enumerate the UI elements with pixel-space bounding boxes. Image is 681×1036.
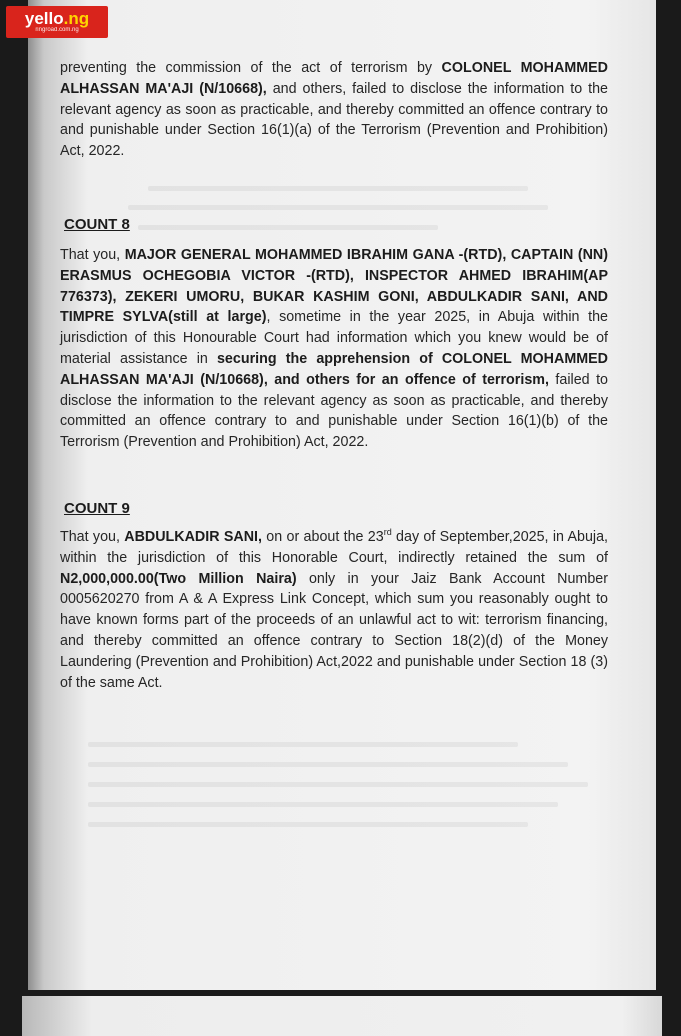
count-9-text-2: on or about the 23 [262,529,384,545]
logo-subtext: ringroad.com.ng [35,27,79,33]
count-9-text-3: day of September,2025, in Abuja, within the jurisdiction of this Honorable Court, indirectly retained the sum of [60,529,609,566]
count-8-bold-clause: securing the apprehension of COLONEL MOHAMMED ALHASSAN MA'AJI (N/10668), and others for an offence of terrorism, [60,350,608,388]
bleed-through-line [88,802,558,807]
count-9-paragraph [60,527,608,693]
count-8-heading: COUNT 8 [64,216,130,233]
next-page-edge [22,996,662,1036]
logo-tld: .ng [63,9,90,28]
bleed-through-line [88,742,518,747]
count-9-defendant: ABDULKADIR SANI, [124,529,262,545]
yello-logo [6,6,108,38]
count-8-text-1: That you, [60,247,125,263]
bleed-through-line [88,762,568,767]
count-8-defendants: MAJOR GENERAL MOHAMMED IBRAHIM GANA -(RTD), CAPTAIN (NN) ERASMUS OCHEGOBIA VICTOR -(RTD), INSPECTOR AHMED IBRAHIM(AP 776373), ZEKERI UMORU, BUKAR KASHIM GONI, ABDULKADIR SANI, AND TIMPRE SYLVA(still at large) [60,247,608,326]
intro-paragraph [60,58,608,162]
bleed-through-line [148,186,528,191]
count-9-amount: N2,000,000.00(Two Million Naira) [60,570,297,587]
bleed-through-line [88,822,528,827]
intro-bold-name: COLONEL MOHAMMED ALHASSAN MA'AJI (N/10668), [60,60,609,97]
bleed-through-line [128,205,548,210]
bleed-through-line [138,225,438,230]
count-9-text-1: That you, [60,529,125,545]
logo-wordmark [25,10,89,27]
ordinal-superscript: rd [383,527,392,538]
count-9-heading: COUNT 9 [64,500,130,517]
document-page [28,0,656,990]
intro-text-2: and others, failed to disclose the information to the relevant agency as soon as practicable, and thereby committed an offence contrary to and punishable under Section 16(1)(a) of the Terrorism (Prevention and Prohibition) Act, 2022. [60,80,608,160]
count-9-text-4: only in your Jaiz Bank Account Number 0005620270 from A & A Express Link Concept, which sum you reasonably ought to have known forms part of the proceeds of an unlawful act to wit: terrorism financing, and thereby committed an offence contrary to Section 18(2)(d) of the Money Laundering (Prevention and Prohibition) Act,2022 and punishable under Section 18 (3) of the same Act. [60,570,608,691]
count-8-paragraph [60,245,608,453]
intro-text-1: preventing the commission of the act of terrorism by [60,60,442,76]
count-8-text-2: , sometime in the year 2025, in Abuja within the jurisdiction of this Honourable Court had information which you knew would be of material assistance in [60,309,608,367]
bleed-through-line [88,782,588,787]
count-8-text-3: failed to disclose the information to the relevant agency as soon as practicable, and thereby committed an offence contrary to and punishable under Section 16(1)(b) of the Terrorism (Prevention and Prohibition) Act, 2022. [60,371,608,451]
logo-brand: yello [24,9,64,28]
